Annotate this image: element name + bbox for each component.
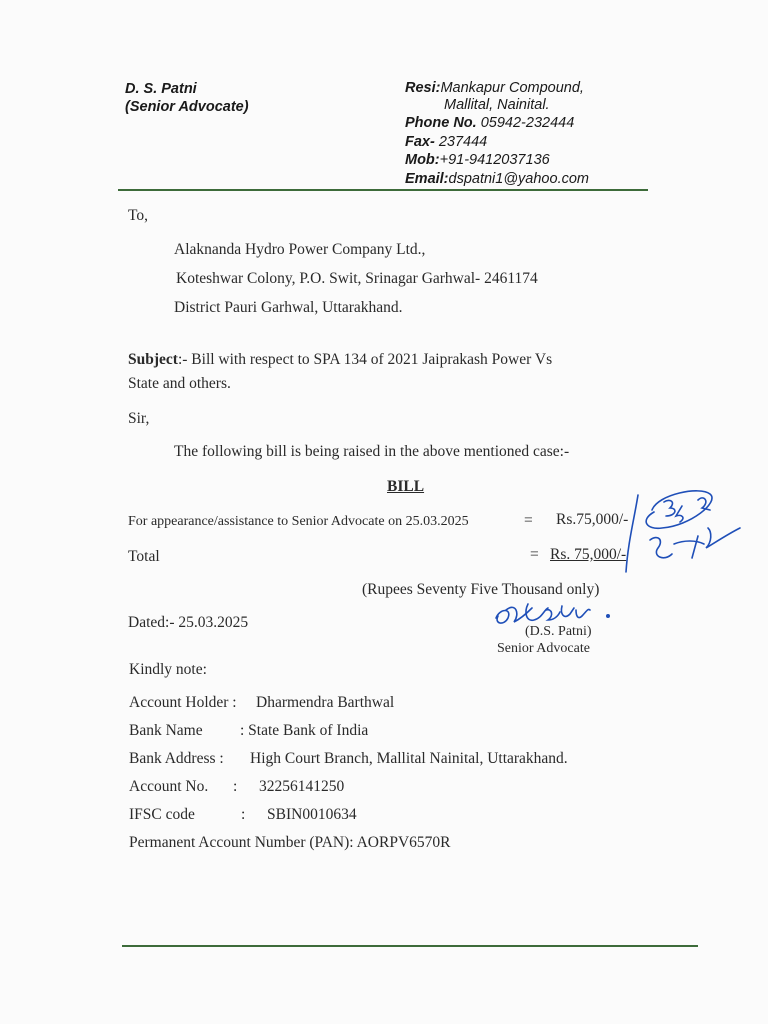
kindly-note: Kindly note: (129, 661, 207, 678)
pan-line: Permanent Account Number (PAN): AORPV6570R (129, 834, 451, 851)
bank-address-value: High Court Branch, Mallital Nainital, Uttarakhand. (250, 750, 568, 767)
addressee-line3: District Pauri Garhwal, Uttarakhand. (174, 299, 403, 316)
ifsc-label: IFSC code (129, 806, 195, 823)
amount-in-words: (Rupees Seventy Five Thousand only) (362, 581, 600, 598)
fax-line: Fax- 237444 (405, 134, 488, 150)
account-number-colon: : (233, 778, 238, 795)
email-line: Email:dspatni1@yahoo.com (405, 171, 589, 187)
total-label: Total (128, 548, 160, 565)
bill-item-amount: Rs.75,000/- (556, 511, 629, 528)
salutation-sir: Sir, (128, 410, 150, 427)
residence-line1: Resi:Mankapur Compound, (405, 80, 584, 96)
account-number-value: 32256141250 (259, 778, 345, 795)
intro-text: The following bill is being raised in the above mentioned case:- (174, 443, 570, 460)
subject-line2: State and others. (128, 375, 231, 392)
mobile-line: Mob:+91-9412037136 (405, 152, 550, 168)
dated-line: Dated:- 25.03.2025 (128, 614, 249, 631)
phone-line: Phone No. 05942-232444 (405, 115, 575, 131)
bank-address-label: Bank Address : (129, 750, 224, 767)
signatory-title: Senior Advocate (497, 641, 590, 656)
addressee-line1: Alaknanda Hydro Power Company Ltd., (174, 241, 426, 258)
account-number-label: Account No. (129, 778, 209, 795)
ifsc-colon: : (241, 806, 246, 823)
letterhead-rule (118, 189, 648, 191)
account-holder-label: Account Holder : (129, 694, 237, 711)
addressee-line2: Koteshwar Colony, P.O. Swit, Srinagar Garhwal- 2461174 (176, 270, 538, 287)
total-equals: = (530, 546, 539, 563)
handwritten-date-signature (610, 480, 750, 585)
signatory-name: (D.S. Patni) (525, 624, 592, 639)
advocate-signature (488, 596, 618, 632)
salutation-to: To, (128, 207, 149, 224)
bill-heading: BILL (387, 478, 425, 495)
account-holder-value: Dharmendra Barthwal (256, 694, 395, 711)
advocate-designation: (Senior Advocate) (125, 99, 249, 115)
ifsc-value: SBIN0010634 (267, 806, 357, 823)
footer-rule (122, 945, 698, 947)
bill-item-description: For appearance/assistance to Senior Advocate on 25.03.2025 (128, 514, 469, 529)
advocate-name: D. S. Patni (125, 81, 197, 97)
subject-line1: Subject:- Bill with respect to SPA 134 of 2021 Jaiprakash Power Vs (128, 351, 553, 368)
residence-line2: Mallital, Nainital. (444, 97, 550, 113)
bank-name-value: : State Bank of India (240, 722, 369, 739)
total-amount: Rs. 75,000/- (550, 546, 627, 563)
bill-item-equals: = (524, 512, 533, 529)
bank-name-label: Bank Name (129, 722, 203, 739)
